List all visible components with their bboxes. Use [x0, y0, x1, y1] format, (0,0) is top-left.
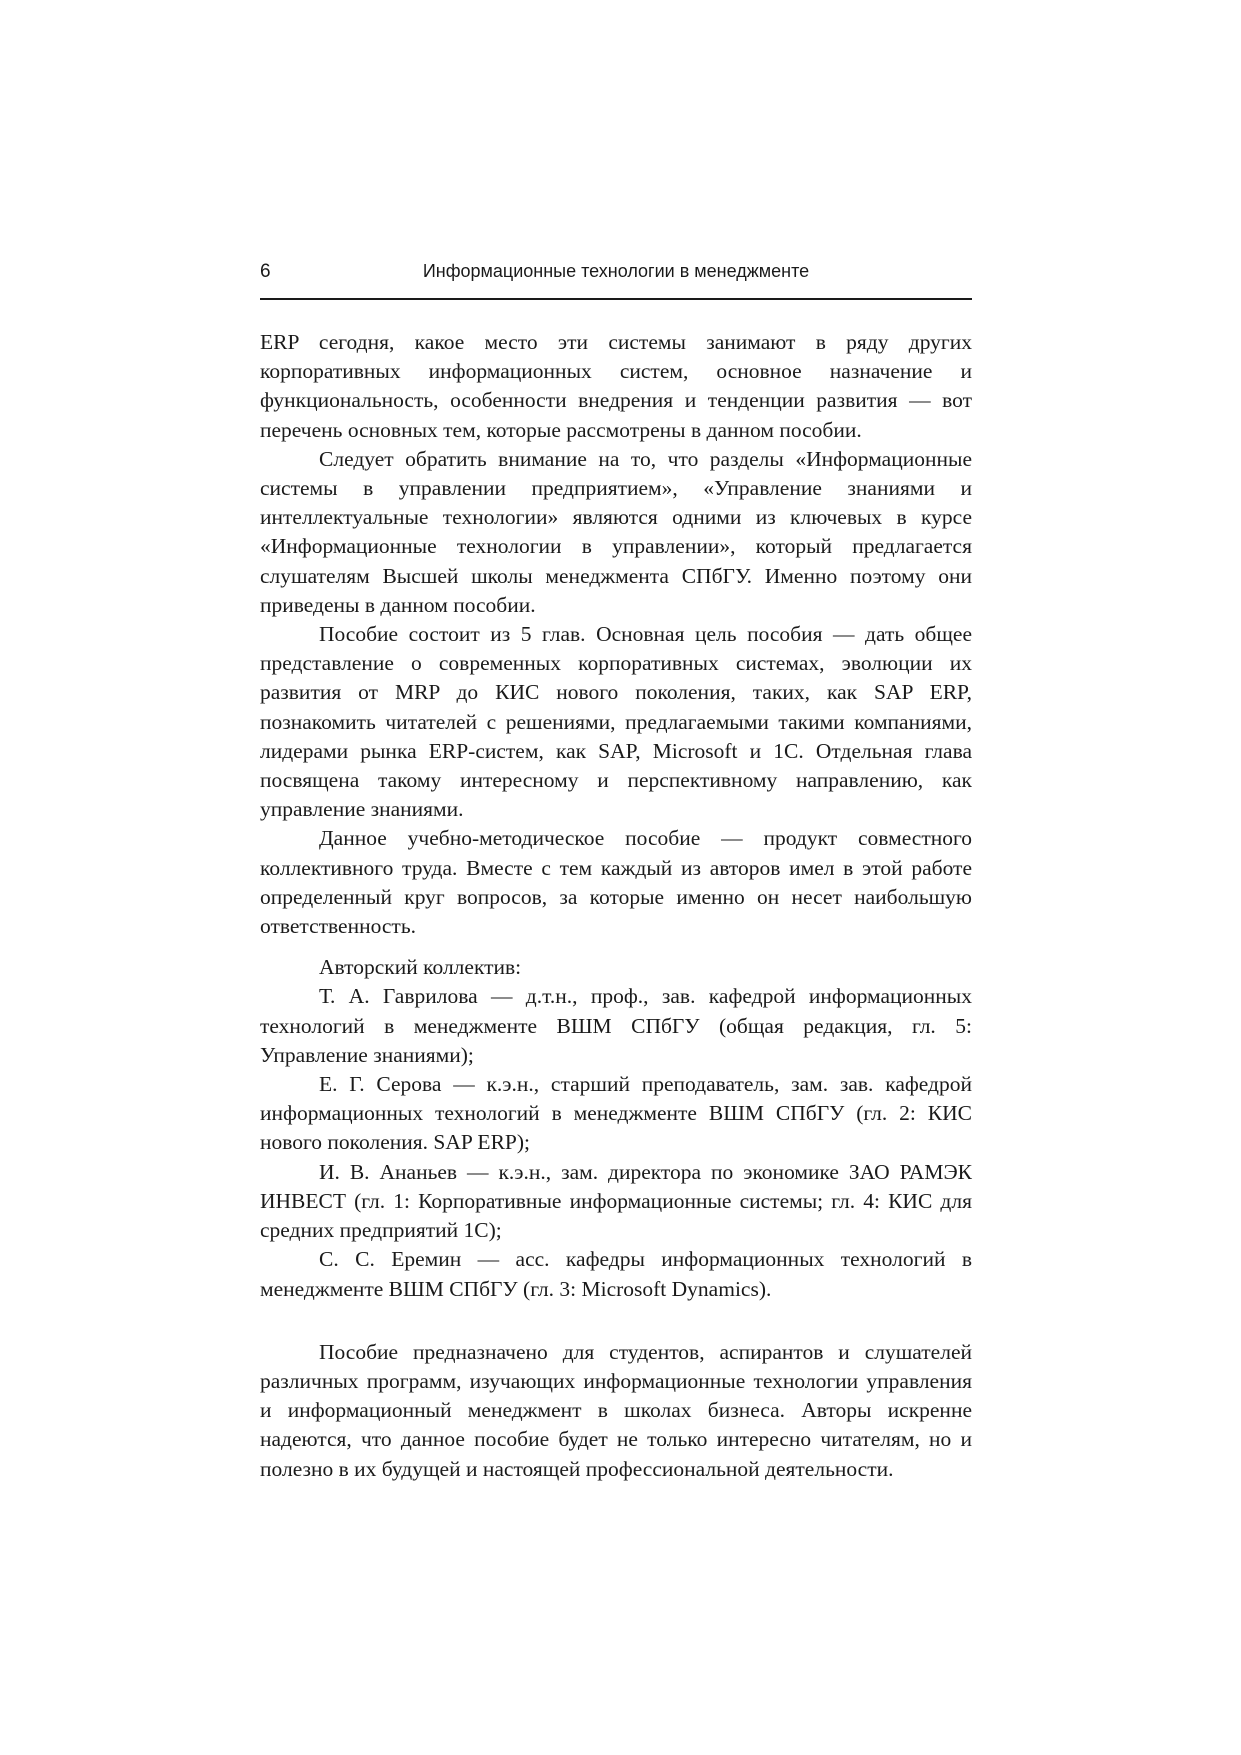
- spacer: [260, 941, 972, 953]
- authors-heading: Авторский коллектив:: [319, 955, 522, 980]
- paragraph: Следует обратить внимание на то, что разделы «Информационные системы в управлении предприятием», «Управление знаниями и интеллектуальные технологии» являются одними из ключевых в курсе «Информационные технологии в управлении», который предлагается слушателям Высшей школы менеджмента СПбГУ. Именно поэтому они приведены в данном пособии.: [260, 446, 972, 617]
- page-number: 6: [260, 261, 271, 282]
- author-entry: Т. А. Гаврилова — д.т.н., проф., зав. кафедрой информационных технологий в менеджменте ВШМ СПбГУ (общая редакция, гл. 5: Управление знаниями);: [260, 984, 972, 1067]
- paragraph-continuation: ERP сегодня, какое место эти системы занимают в ряду других корпоративных информационных систем, основное назначение и функциональность, особенности внедрения и тенденции развития — вот перечень основных тем, которые рассмотрены в данном пособии.: [260, 330, 972, 442]
- paragraph: Данное учебно-методическое пособие — продукт совместного коллективного труда. Вместе с тем каждый из авторов имел в этой работе определенный круг вопросов, за которые именно он несет наибольшую ответственность.: [260, 826, 972, 939]
- closing-paragraph: Пособие предназначено для студентов, аспирантов и слушателей различных программ, изучающих информационные технологии управления и информационный менеджмент в школах бизнеса. Авторы искренне надеются, что данное пособие будет не только интересно читателям, но и полезно в их будущей и настоящей профессиональной деятельности.: [260, 1339, 972, 1481]
- paragraph: Пособие состоит из 5 глав. Основная цель пособия — дать общее представление о современных корпоративных системах, эволюции их развития от MRP до КИС нового поколения, таких, как SAP ERP, познакомить читателей с решениями, предлагаемыми такими компаниями, лидерами рынка ERP-систем, как SAP, Microsoft и 1С. Отдельная глава посвящена такому интересному и перспективному направлению, как управление знаниями.: [260, 622, 972, 822]
- body-text: [260, 328, 972, 1484]
- spacer: [260, 1304, 972, 1338]
- running-title: Информационные технологии в менеджменте: [422, 261, 810, 281]
- author-entry: С. С. Еремин — асс. кафедры информационных технологий в менеджменте ВШМ СПбГУ (гл. 3: Microsoft Dynamics).: [260, 1247, 972, 1301]
- author-entry: Е. Г. Серова — к.э.н., старший преподаватель, зам. зав. кафедрой информационных технологий в менеджменте ВШМ СПбГУ (гл. 2: КИС нового поколения. SAP ERP);: [260, 1072, 972, 1155]
- page-header: [260, 258, 972, 300]
- author-entry: И. В. Ананьев — к.э.н., зам. директора по экономике ЗАО РАМЭК ИНВЕСТ (гл. 1: Корпоративные информационные системы; гл. 4: КИС для средних предприятий 1С);: [260, 1159, 972, 1243]
